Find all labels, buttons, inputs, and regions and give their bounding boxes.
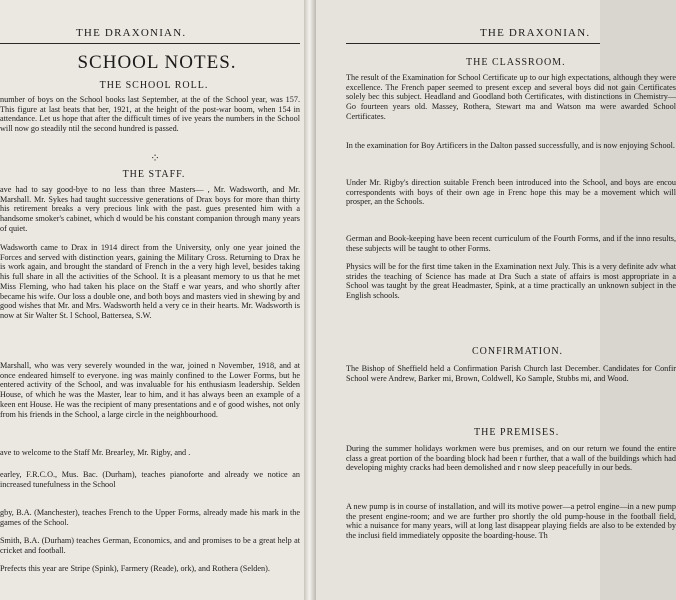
book-gutter	[304, 0, 316, 600]
staff-paragraph: gby, B.A. (Manchester), teaches French to the Upper Forms, already made his mark in the games of the School.	[0, 508, 300, 527]
left-running-head: THE DRAXONIAN.	[76, 27, 187, 39]
right-page	[316, 0, 676, 600]
staff-paragraph: earley, F.R.C.O., Mus. Bac. (Durham), teaches pianoforte and already we notice an increased tunefulness in the School	[0, 470, 300, 489]
left-page	[0, 0, 304, 600]
confirmation-paragraph: The Bishop of Sheffield held a Confirmation Parish Church last December. Candidates for Confir School were Andrew, Barker mi, Brown, Coldwell, Ko Sample, Stubbs mi, and Wood.	[346, 364, 676, 383]
confirmation-heading: CONFIRMATION.	[472, 346, 564, 357]
classroom-paragraph: The result of the Examination for School Certificate up to our high expectations, although they were excellence. The French paper seemed to present excep and several boys did not gain Certificates solely bec this subject. Headland and Goodland both Certificates, with distinctions in Chemistry—Go fourteen years old. Massey, Rothera, Stewart ma and Watson ma were awarded School Certificates.	[346, 73, 676, 121]
staff-paragraph: Smith, B.A. (Durham) teaches German, Economics, and and promises to be a great help at cricket and football.	[0, 536, 300, 555]
premises-heading: THE PREMISES.	[474, 427, 560, 438]
classroom-paragraph: German and Book-keeping have been recent curriculum of the Fourth Forms, and if the inno results, these subjects will be taught to other Forms.	[346, 234, 676, 253]
page-title: SCHOOL NOTES.	[77, 52, 237, 73]
school-roll-paragraph: number of boys on the School books last September, at the of the School year, was 157. This figure at last beats that ber, 1921, at the height of the post-war boom, when 154 in attendance. Let us hope that after the difficult times of ive years the numbers in the School will now go steadily ntil the second hundred is passed.	[0, 95, 300, 134]
staff-paragraph: ave had to say good-bye to no less than three Masters— , Mr. Wadsworth, and Mr. Marshall. Mr. Sykes had taught successive generations of Drax boys for more than thirty his retirement breaks a very precious link with the past. gues presented him with a handsome smoker's cabinet, which d would be his constant companion through many years of quiet.	[0, 185, 300, 233]
classroom-paragraph: In the examination for Boy Artificers in the Dalton passed successfully, and is now enjoying School.	[346, 141, 675, 150]
staff-paragraph: Prefects this year are Stripe (Spink), Farmery (Reade), ork), and Rothera (Selden).	[0, 564, 270, 573]
ornament-divider: ⁘	[150, 151, 161, 165]
left-header-rule	[0, 43, 300, 44]
premises-paragraph: A new pump is in course of installation, and will its motive power—a petrol engine—in a new pump the present engine-room; and we are further pro shortly the old pump-house in the football field, whic a nuisance for many years, will at long last disappear playing fields are also to be extended by the inclusi field immediately opposite the boarding-house. Th	[346, 502, 676, 541]
classroom-heading: THE CLASSROOM.	[466, 57, 566, 68]
staff-paragraph: Marshall, who was very severely wounded in the war, joined n November, 1918, and at once endeared himself to everyone. ing was mainly confined to the Lower Forms, but he entered activity of the School, and was invaluable for his enthusiasm leadership. Selden House, of which he was the Master, lear to him, and it has always been an example of a keen ent House. He was the recipient of many presentations and e of good wishes, not only from his friends in the School, a large circle in the neighbourhood.	[0, 361, 300, 419]
classroom-paragraph: Physics will be for the first time taken in the Examination next July. This is a very definite adv what strides the teaching of Science has made at Dra Such a state of affairs is most appropriate in a School was taught by the great Headmaster, Spink, at a time practically an unknown subject in the English schools.	[346, 262, 676, 301]
right-header-rule	[346, 43, 600, 44]
premises-paragraph: During the summer holidays workmen were bus premises, and on our return we found the entire class a great portion of the boarding block had been r further, that a wall of the buildings which had developing mighty cracks had been demolished and r now sleep peacefully in our beds.	[346, 444, 676, 473]
staff-paragraph: ave to welcome to the Staff Mr. Brearley, Mr. Rigby, and .	[0, 448, 191, 457]
staff-paragraph: Wadsworth came to Drax in 1914 direct from the University, only one year joined the Forces and served with distinction years, gaining the Military Cross. Returning to Drax he is work again, and brought the standard of French in the a very high level, besides taking his full share in all the activities of the School. It is a pleasant memory to us that he met Miss Fleming, who had taken his place on the Staff e war years, and who shortly after became his wife. Our loss a double one, and both boys and masters vied in shewing by and good wishes that Mr. and Mrs. Wadsworth held a very ce in their hearts. Mr. Wadsworth is now at Sir Walter St. l School, Battersea, S.W.	[0, 243, 300, 320]
staff-heading: THE STAFF.	[122, 169, 186, 180]
classroom-paragraph: Under Mr. Rigby's direction suitable French been introduced into the School, and boys are encou correspondents with boys of their own age in Frenc hope this may be a movement which will prosper, an the Schools.	[346, 178, 676, 207]
right-running-head: THE DRAXONIAN.	[480, 27, 591, 39]
school-roll-heading: THE SCHOOL ROLL.	[99, 80, 209, 91]
